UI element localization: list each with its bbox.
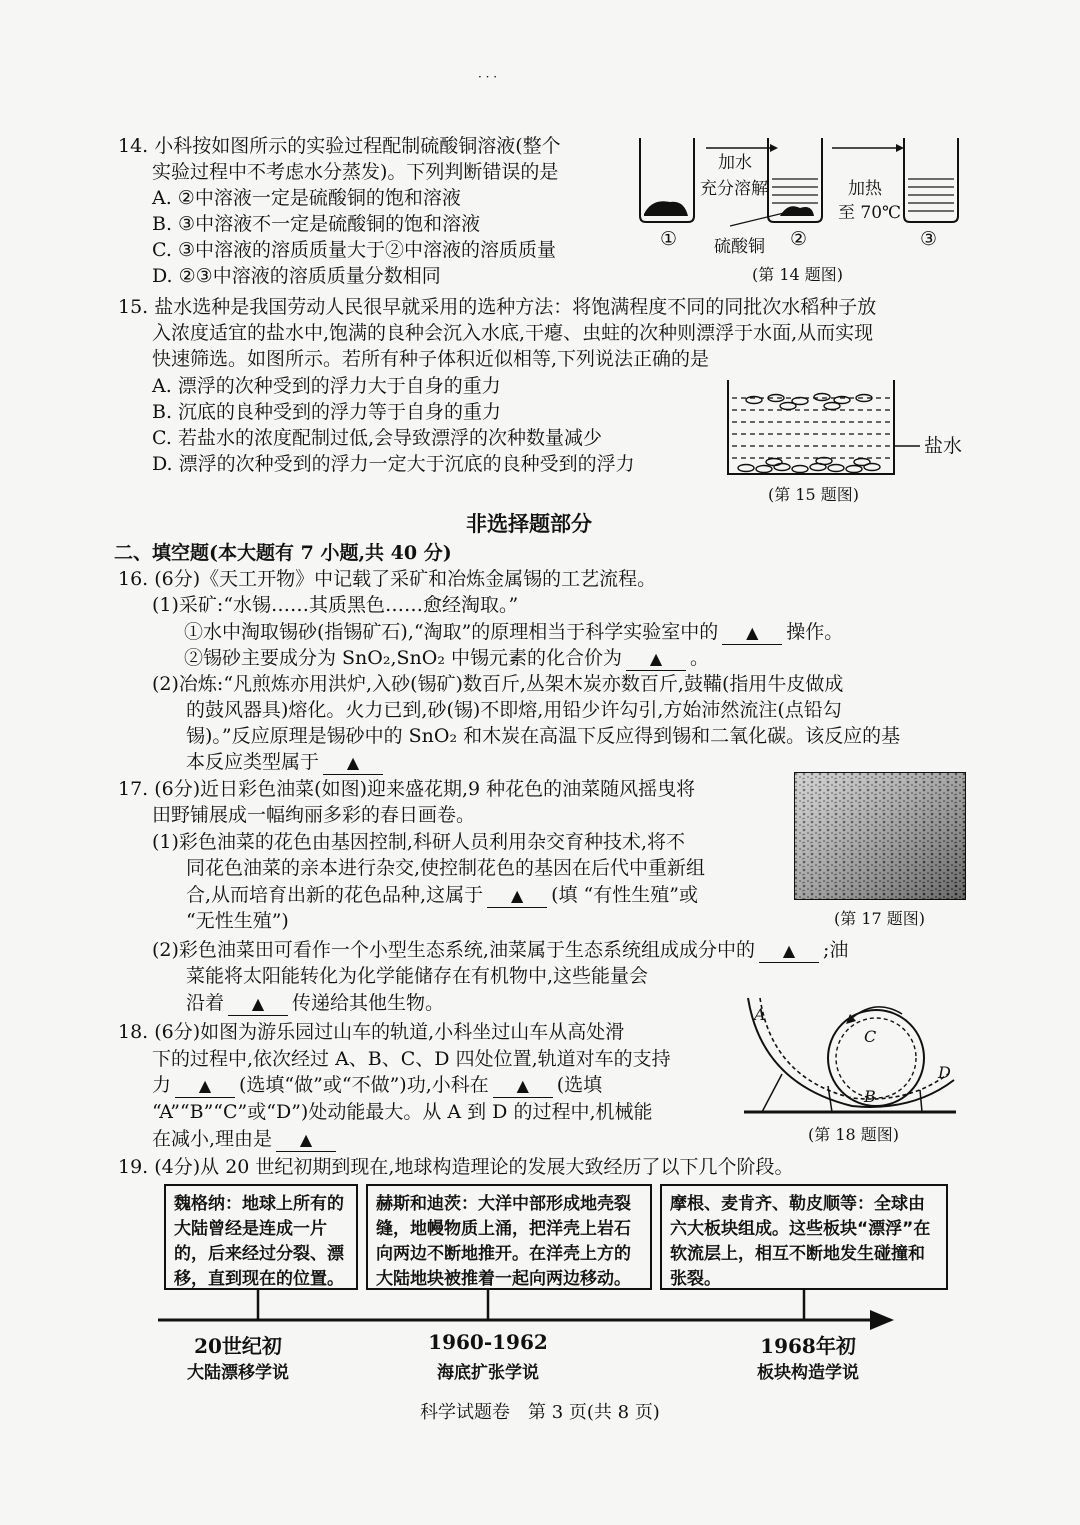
q15-fig-saltwater-label: 盐水: [924, 435, 963, 457]
q18-fig-label-a: A: [754, 1005, 766, 1024]
blank-mark: ▲: [251, 994, 265, 1013]
q16-blank-3[interactable]: [323, 751, 383, 775]
blank-mark: ▲: [346, 753, 360, 772]
q19-box-wegener: 魏格纳：地球上所有的大陆曾经是连成一片的，后来经过分裂、漂移，直到现在的位置。: [164, 1184, 358, 1290]
q17-part2-line1-text: (2)彩色油菜田可看作一个小型生态系统,油菜属于生态系统组成成分中的: [152, 939, 755, 961]
q18-blank-3[interactable]: [276, 1128, 336, 1152]
q17-part2-line2: 菜能将太阳能转化为化学能储存在有机物中,这些能量会: [186, 965, 649, 987]
blank-mark: ▲: [746, 623, 759, 642]
q19-time-1: 20世纪初: [194, 1334, 282, 1358]
q17-part1-line4: “无性生殖”): [186, 910, 289, 932]
q17-blank-1[interactable]: [487, 884, 547, 908]
q15-stem-line3: 快速筛选。如图所示。若所有种子体积近似相等,下列说法正确的是: [152, 348, 710, 370]
q15-figure-salt-water-tank: [724, 376, 984, 480]
q17-rapeseed-photo: [794, 772, 966, 900]
q17-stem-line2: 田野铺展成一幅绚丽多彩的春日画卷。: [152, 804, 476, 826]
q18-stem-line1: 18. (6分)如图为游乐园过山车的轨道,小科坐过山车从高处滑: [118, 1021, 625, 1043]
q19-stem: 19. (4分)从 20 世纪初期到现在,地球构造理论的发展大致经历了以下几个阶段。: [118, 1156, 794, 1178]
q19-time-2: 1960-1962: [428, 1330, 548, 1354]
q17-part2-line3: [186, 990, 444, 1016]
blank-mark: ▲: [510, 886, 524, 905]
blank-mark: ▲: [516, 1076, 529, 1095]
q15-option-c: C. 若盐水的浓度配制过低,会导致漂浮的次种数量减少: [152, 427, 602, 449]
q14-fig-label-3: ③: [920, 228, 938, 250]
q18-blank-1[interactable]: [175, 1074, 235, 1098]
q14-fig-temp: 至 70℃: [838, 203, 902, 223]
q16-stem: 16. (6分)《天工开物》中记载了采矿和冶炼金属锡的工艺流程。: [118, 568, 657, 590]
q14-fig-label-1: ①: [660, 228, 678, 250]
q17-part2-line1: [152, 937, 848, 963]
q16-part1a-suffix: 操作。: [786, 621, 844, 643]
q19-time-3: 1968年初: [760, 1334, 856, 1358]
q16-part1b-text: ②锡砂主要成分为 SnO₂,SnO₂ 中锡元素的化合价为: [184, 647, 623, 669]
q17-blank-3[interactable]: [228, 992, 288, 1016]
q19-box-morgan: 摩根、麦肯齐、勒皮顺等：全球由六大板块组成。这些板块“漂浮”在软流层上，相互不断地发生碰撞和张裂。: [660, 1184, 948, 1290]
q17-part2-line1-suffix: ;油: [822, 939, 849, 961]
q15-caption: (第 15 题图): [768, 485, 860, 504]
q16-part2-line2: 的鼓风器具)熔化。火力已到,砂(锡)不即熔,用铅少许勾引,方始沛然流注(点铅勾: [186, 699, 842, 721]
q14-fig-label-2: ②: [790, 228, 808, 250]
q19-box-hess-dietz: 赫斯和迪茨：大洋中部形成地壳裂缝，地幔物质上涌，把洋壳上岩石向两边不断地推开。在洋壳上方的大陆地块被推着一起向两边移动。: [366, 1184, 652, 1290]
q18-fig-label-c: C: [864, 1027, 877, 1046]
q16-part1a-text: ①水中淘取锡砂(指锡矿石),“淘取”的原理相当于科学实验室中的: [184, 621, 719, 643]
q18-line3-text: 力: [152, 1074, 172, 1096]
q18-line3: [152, 1072, 602, 1098]
q16-part1b-suffix: 。: [690, 647, 710, 669]
q18-roller-coaster-figure: [742, 994, 960, 1118]
q18-fig-label-b: B: [864, 1087, 876, 1106]
q19-theory-1: 大陆漂移学说: [187, 1363, 289, 1383]
q14-option-b: B. ③中溶液不一定是硫酸铜的饱和溶液: [152, 213, 481, 235]
q14-option-c: C. ③中溶液的溶质质量大于②中溶液的溶质质量: [152, 239, 556, 261]
q17-part1-line1: (1)彩色油菜的花色由基因控制,科研人员利用杂交育种技术,将不: [152, 831, 685, 853]
top-mark: · · ·: [478, 70, 498, 84]
q14-stem-line2: 实验过程中不考虑水分蒸发)。下列判断错误的是: [152, 161, 559, 183]
q17-part1-line3-text: 合,从而培育出新的花色品种,这属于: [186, 884, 484, 906]
q14-stem-line1: 14. 小科按如图所示的实验过程配制硫酸铜溶液(整个: [118, 135, 561, 157]
q17-part1-line2: 同花色油菜的亲本进行杂交,使控制花色的基因在后代中重新组: [186, 857, 706, 879]
q15-option-b: B. 沉底的良种受到的浮力等于自身的重力: [152, 401, 502, 423]
q15-option-d: D. 漂浮的次种受到的浮力一定大于沉底的良种受到的浮力: [152, 453, 635, 475]
q17-caption: (第 17 题图): [834, 909, 926, 928]
q18-blank-2[interactable]: [493, 1074, 553, 1098]
q14-caption: (第 14 题图): [752, 265, 844, 284]
q14-option-d: D. ②③中溶液的溶质质量分数相同: [152, 265, 441, 287]
q19-theory-2: 海底扩张学说: [437, 1363, 539, 1383]
q16-part2-line4-text: 本反应类型属于: [186, 751, 320, 773]
q18-caption: (第 18 题图): [808, 1125, 900, 1144]
q14-fig-heat: 加热: [848, 179, 882, 199]
q15-option-a: A. 漂浮的次种受到的浮力大于自身的重力: [152, 375, 501, 397]
blank-mark: ▲: [299, 1130, 313, 1149]
q18-line3-mid: (选填“做”或“不做”)功,小科在: [239, 1074, 489, 1096]
q16-part1a: [184, 619, 843, 645]
q17-part1-line3-suffix: (填 “有性生殖”或: [551, 884, 698, 906]
blank-mark: ▲: [649, 649, 663, 668]
q15-stem-line2: 入浓度适宜的盐水中,饱满的良种会沉入水底,干瘪、虫蛀的次种则漂浮于水面,从而实现: [152, 322, 874, 344]
q17-blank-2[interactable]: [759, 939, 819, 963]
q14-fig-cuso4: 硫酸铜: [714, 237, 765, 257]
q18-line3-suffix: (选填: [556, 1074, 603, 1096]
q17-part1-line3: [186, 882, 698, 908]
q15-stem-line1: 15. 盐水选种是我国劳动人民很早就采用的选种方法：将饱满程度不同的同批次水稻种子放: [118, 296, 877, 318]
q16-blank-2[interactable]: [626, 647, 686, 671]
q17-stem-line1: 17. (6分)近日彩色油菜(如图)迎来盛花期,9 种花色的油菜随风摇曳将: [118, 778, 696, 800]
page-footer: 科学试题卷 第 3 页(共 8 页): [420, 1402, 660, 1423]
q18-line4: “A”“B”“C”或“D”)处动能最大。从 A 到 D 的过程中,机械能: [152, 1101, 653, 1123]
section-title: 非选择题部分: [466, 511, 592, 536]
q18-stem-line2: 下的过程中,依次经过 A、B、C、D 四处位置,轨道对车的支持: [152, 1048, 671, 1070]
q14-fig-add-water: 加水: [718, 153, 752, 173]
q16-part2-line4: [186, 749, 387, 775]
q16-part1b: [184, 645, 709, 671]
q17-part2-line3-suffix: 传递给其他生物。: [292, 992, 445, 1014]
q17-part2-line3-text: 沿着: [186, 992, 225, 1014]
q18-line5-text: 在减小,理由是: [152, 1128, 273, 1150]
q18-fig-label-d: D: [938, 1063, 951, 1082]
q14-option-a: A. ②中溶液一定是硫酸铜的饱和溶液: [152, 187, 461, 209]
part2-heading: 二、填空题(本大题有 7 小题,共 40 分): [114, 542, 452, 564]
q16-part1: (1)采矿:“水锡……其质黑色……愈经淘取。”: [152, 594, 519, 616]
q16-blank-1[interactable]: [722, 621, 782, 645]
q19-theory-3: 板块构造学说: [757, 1363, 859, 1383]
q16-part2-line3: 锡)。”反应原理是锡砂中的 SnO₂ 和木炭在高温下反应得到锡和二氧化碳。该反应的基: [186, 725, 901, 747]
q16-part2-line1: (2)冶炼:“凡煎炼亦用洪炉,入砂(锡矿)数百斤,丛架木炭亦数百斤,鼓鞴(指用牛皮做成: [152, 673, 844, 695]
q19-timeline: [150, 1288, 900, 1334]
blank-mark: ▲: [198, 1076, 212, 1095]
q18-line5: [152, 1126, 340, 1152]
blank-mark: ▲: [782, 941, 796, 960]
q14-fig-dissolve: 充分溶解: [700, 179, 768, 199]
